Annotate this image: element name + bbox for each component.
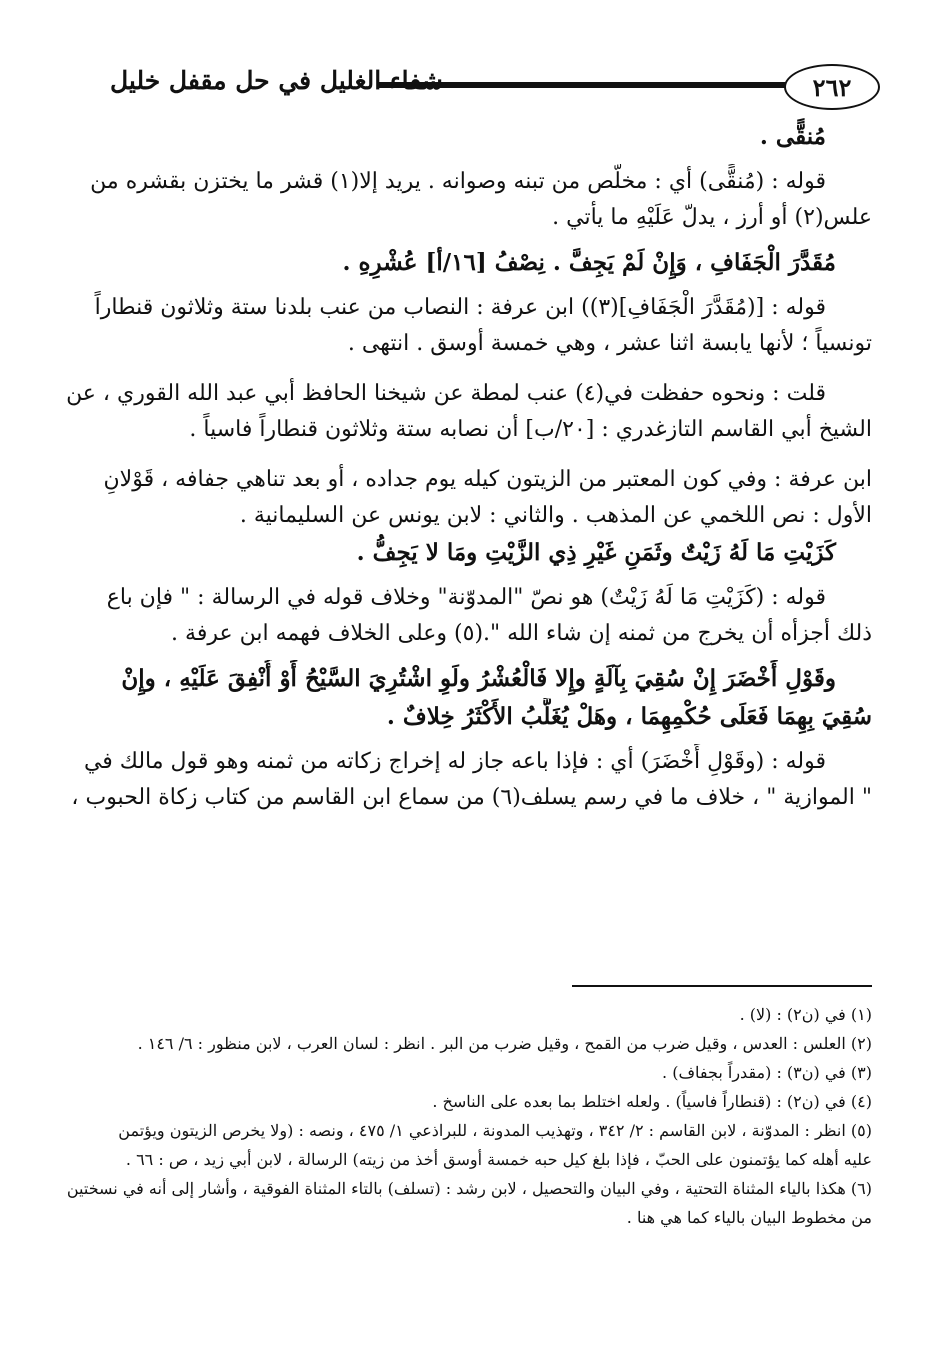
- footnote: (٣) في (ن٣) : (مقدراً بجفاف) .: [662, 1063, 872, 1082]
- matn-line: كَزَيْتِ مَا لَهُ زَيْتٌ وثَمَنِ غَيْرِ ذِي الزَّيْتِ ومَا لا يَجِفُّ .: [356, 539, 836, 566]
- matn-line: مُنقًّى .: [759, 123, 826, 150]
- commentary-line: قوله : (كَزَيْتِ مَا لَهُ زَيْتٌ) هو نصّ "المدوّنة" وخلاف قوله في الرسالة : " فإن باع: [106, 585, 826, 610]
- footnote: (٦) هكذا بالياء المثناة التحتية ، وفي البيان والتحصيل ، لابن رشد : (تسلف) بالتاء المثناة الفوقية ، وأشار إلى أنه في نسختين: [66, 1179, 872, 1198]
- matn-line: مُقَدَّرَ الْجَفَافِ ، وَإِنْ لَمْ يَجِفَّ . نِصْفُ [١٦/أ] عُشْرِهِ .: [342, 249, 836, 276]
- commentary-line: ذلك أجزأه أن يخرج من ثمنه إن شاء الله ".(٥) وعلى الخلاف فهمه ابن عرفة .: [171, 621, 872, 646]
- footnote: (٤) في (ن٢) : (قنطاراً فاسياً) . ولعله اختلط بما بعده على الناسخ .: [432, 1092, 872, 1111]
- footnote-separator: [572, 985, 872, 987]
- book-title: شفاء الغليل في حل مقفل خليل: [110, 66, 443, 95]
- footnote: (١) في (ن٢) : (لا) .: [739, 1005, 872, 1024]
- footnote: (٢) العلس : العدس ، وقيل ضرب من القمح ، وقيل ضرب من البر . انظر : لسان العرب ، لابن منظور : ٦/ ١٤٦ .: [137, 1034, 872, 1053]
- commentary-line: الأول : نص اللخمي عن المذهب . والثاني : لابن يونس عن السليمانية .: [239, 503, 872, 528]
- page-number: ٢٦٢: [784, 64, 880, 110]
- commentary-line: قوله : (مُنقًّى) أي : مخلّص من تبنه وصوانه . يريد إلا(١) قشر ما يختزن بقشره من: [90, 169, 826, 194]
- main-text: [60, 118, 872, 816]
- commentary-line: علس(٢) أو أرز ، يدلّ عَلَيْهِ ما يأتي .: [552, 205, 872, 230]
- commentary-line: قلت : ونحوه حفظت في(٤) عنب لمطة عن شيخنا الحافظ أبي عبد الله القوري ، عن: [66, 381, 826, 406]
- page-header: [110, 62, 880, 112]
- matn-line: وقَوْلِ أَخْضَرَ إِنْ سُقِيَ بِآلَةٍ وإِلا فَالْعُشْرُ ولَوِ اشْتُرِيَ السَّيْحُ أَوْ أُنْفِقَ عَلَيْهِ ، وإِنْ: [121, 665, 836, 692]
- footnote-continuation: من مخطوط البيان بالياء كما هي هنا .: [626, 1208, 872, 1227]
- commentary-line: الشيخ أبي القاسم التازغدري : [٢٠/ب] أن نصابه ستة وثلاثون قنطاراً فاسياً .: [189, 417, 872, 442]
- commentary-line: قوله : (وقَوْلِ أَخْضَرَ) أي : فإذا باعه جاز له إخراج زكاته من ثمنه وهو قول مالك في: [83, 749, 826, 774]
- commentary-line: تونسياً ؛ لأنها يابسة اثنا عشر ، وهي خمسة أوسق . انتهى .: [347, 331, 872, 356]
- matn-line: سُقِيَ بِهِمَا فَعَلَى حُكْمِهِمَا ، وهَلْ يُغَلَّبُ الأَكْثَرُ خِلافٌ .: [386, 703, 872, 730]
- commentary-line: قوله : [(مُقَدَّرَ الْجَفَافِ](٣)) ابن عرفة : النصاب من عنب بلدنا ستة وثلاثون قنطاراً: [94, 295, 826, 320]
- footnote-continuation: عليه أهله كما يؤتمنون على الحبّ ، فإذا بلغ كيل حبه خمسة أوسق أخذ من زيته) الرسالة ، لابن أبي زيد ، ص : ٦٦ .: [125, 1150, 872, 1169]
- footnotes: [60, 1000, 872, 1232]
- footnote: (٥) انظر : المدوّنة ، لابن القاسم : ٢/ ٣٤٢ ، وتهذيب المدونة ، للبراذعي ١/ ٤٧٥ ، ونصه : (ولا يخرص الزيتون ويؤتمن: [118, 1121, 872, 1140]
- commentary-line: ابن عرفة : وفي كون المعتبر من الزيتون كيله يوم جداده ، أو بعد تناهي جفافه ، قَوْلانِ: [103, 467, 872, 492]
- commentary-line: " الموازية " ، خلاف ما في رسم يسلف(٦) من سماع ابن القاسم من كتاب زكاة الحبوب ،: [71, 785, 872, 810]
